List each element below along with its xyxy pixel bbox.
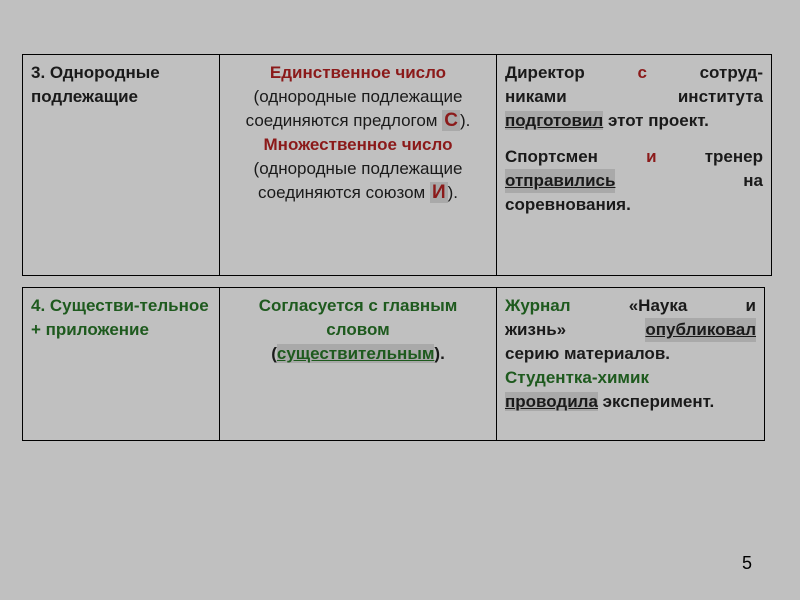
plural-text: (однородные подлежащие соединяются союзом	[253, 159, 463, 202]
word: Спортсмен	[505, 147, 598, 166]
word: эксперимент.	[597, 392, 715, 411]
rule-table-apposition	[22, 287, 765, 441]
example-1-line-3	[505, 342, 756, 366]
example-2-line-3	[505, 193, 763, 217]
word: соревнования.	[505, 195, 631, 214]
example-2-line-2	[505, 169, 763, 193]
plural-heading: Множественное число	[263, 135, 453, 154]
word: жизнь»	[505, 320, 567, 339]
word: тренер	[704, 147, 763, 166]
example-1-line-2	[505, 318, 756, 342]
rule-title-cell	[23, 288, 220, 441]
predicate-verb: подготовил	[505, 111, 604, 130]
plural-explanation	[228, 157, 488, 205]
example-1-line-1	[505, 61, 763, 85]
predicate-verb: опубликовал	[645, 318, 756, 342]
rule-explanation-cell	[220, 55, 497, 276]
example-1-line-2	[505, 85, 763, 109]
word: Директор	[505, 63, 585, 82]
rule-title-cell	[23, 55, 220, 276]
plural-text-end: ).	[447, 183, 459, 202]
highlight-noun: существительным	[276, 344, 435, 363]
subject: Студентка-химик	[505, 368, 649, 387]
predicate-verb: проводила	[505, 392, 598, 411]
word: института	[677, 87, 763, 106]
predicate-verb: отправились	[505, 169, 615, 193]
example-1-line-1	[505, 294, 756, 318]
preposition-letter: С	[444, 110, 458, 131]
paren: (	[271, 344, 277, 363]
example-2-line-1	[505, 145, 763, 169]
agreement-text: Согласуется с главным словом	[258, 296, 458, 339]
rule-table-homogeneous-subjects	[22, 54, 772, 276]
singular-heading: Единственное число	[269, 63, 447, 82]
rule-title: 4. Существи-тельное + приложение	[31, 296, 209, 339]
word: Журнал	[505, 296, 571, 315]
example-1-line-3	[505, 109, 763, 133]
conjunction-letter: И	[431, 182, 446, 203]
word: «Наука	[628, 296, 688, 315]
word: сотруд-	[699, 63, 763, 82]
word: на	[743, 171, 763, 190]
word: этот проект.	[603, 111, 709, 130]
rule-title: 3. Однородные подлежащие	[31, 63, 160, 106]
examples-cell	[497, 288, 765, 441]
word: и	[745, 296, 756, 315]
example-2-line-2	[505, 390, 756, 414]
examples-cell	[497, 55, 772, 276]
singular-text: (однородные подлежащие соединяются предлогом	[245, 87, 463, 130]
word: никами	[505, 87, 567, 106]
page-number: 5	[741, 553, 752, 573]
word: и	[646, 147, 657, 166]
example-2-line-1	[505, 366, 756, 390]
paren: ).	[434, 344, 445, 363]
agreement-text-2	[228, 342, 488, 366]
singular-text-end: ).	[459, 111, 471, 130]
singular-explanation	[228, 85, 488, 133]
word: серию материалов.	[505, 344, 670, 363]
rule-explanation-cell	[220, 288, 497, 441]
word: с	[637, 63, 647, 82]
